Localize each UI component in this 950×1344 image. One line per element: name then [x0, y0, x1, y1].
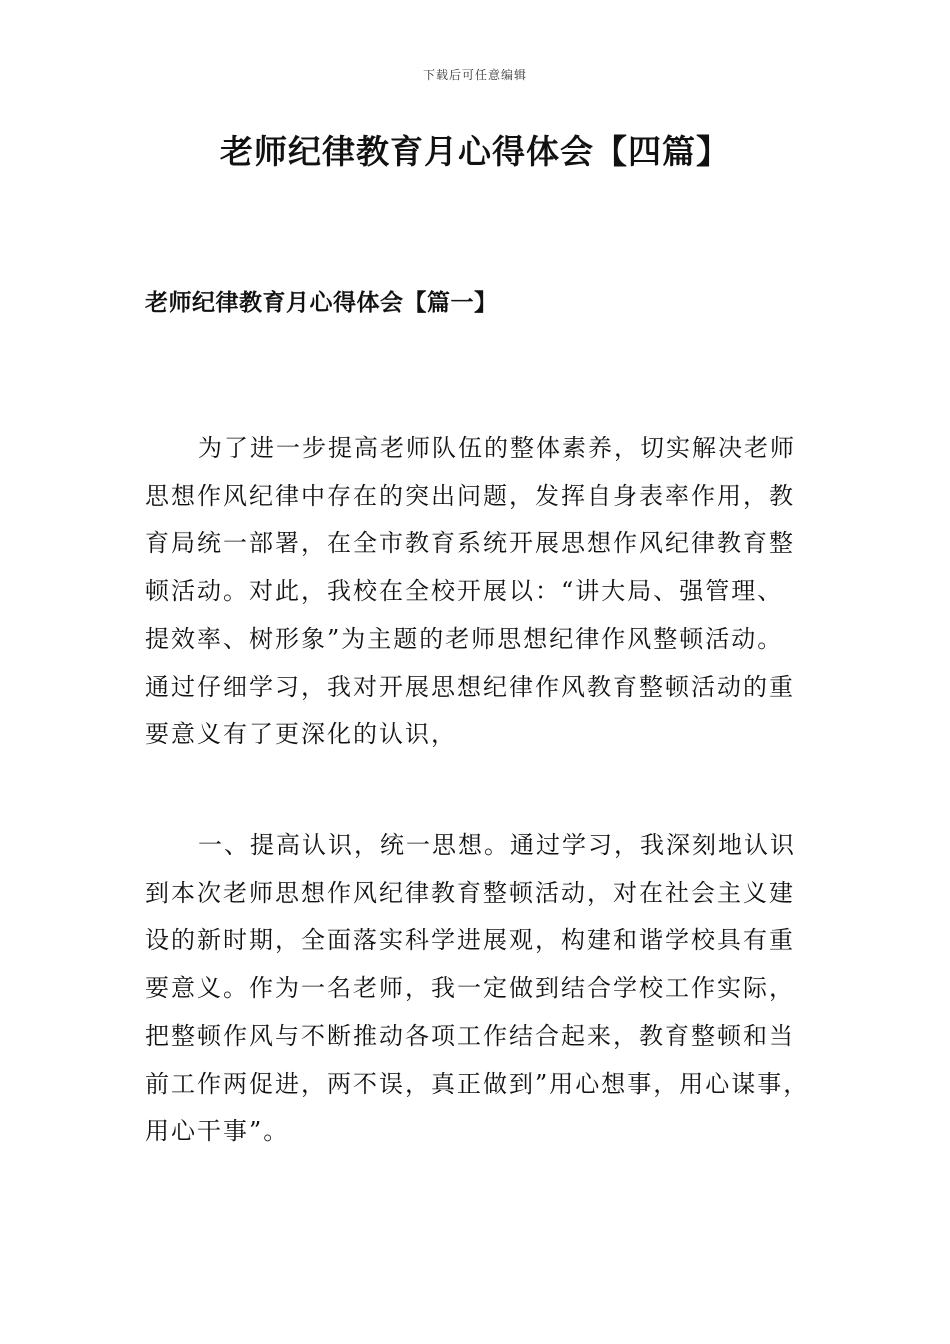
paragraph-line: 用心干事”。: [145, 1117, 290, 1146]
body-paragraph-2: [145, 822, 810, 1156]
paragraph-line: 要意义有了更深化的认识，: [145, 720, 457, 749]
paragraph-line: 提效率、树形象”为主题的老师思想纪律作风整顿活动。: [145, 624, 784, 653]
paragraph-line: 顿活动。对此，我校在全校开展以：“讲大局、强管理、: [145, 577, 784, 606]
header-note: 下载后可任意编辑: [422, 68, 527, 82]
paragraph-line: 为了进一步提高老师队伍的整体素养，切实解决老师: [198, 434, 796, 462]
paragraph-line: 要意义。作为一名老师，我一定做到结合学校工作实际，: [145, 974, 795, 1003]
paragraph-line: 通过仔细学习，我对开展思想纪律作风教育整顿活动的重: [145, 672, 795, 701]
document-title: 老师纪律教育月心得体会【四篇】: [220, 132, 730, 171]
paragraph-line: 到本次老师思想作风纪律教育整顿活动，对在社会主义建: [145, 878, 795, 907]
paragraph-line: 前工作两促进，两不误，真正做到”用心想事，用心谋事，: [145, 1069, 810, 1098]
section-heading: 老师纪律教育月心得体会【篇一】: [145, 289, 498, 316]
paragraph-line: 思想作风纪律中存在的突出问题，发挥自身表率作用，教: [145, 481, 795, 510]
paragraph-line: 一、提高认识，统一思想。通过学习，我深刻地认识: [198, 831, 796, 859]
paragraph-line: 把整顿作风与不断推动各项工作结合起来，教育整顿和当: [145, 1021, 795, 1050]
paragraph-line: 设的新时期，全面落实科学进展观，构建和谐学校具有重: [145, 926, 795, 955]
body-paragraph-1: [145, 425, 810, 759]
paragraph-line: 育局统一部署，在全市教育系统开展思想作风纪律教育整: [145, 529, 795, 558]
